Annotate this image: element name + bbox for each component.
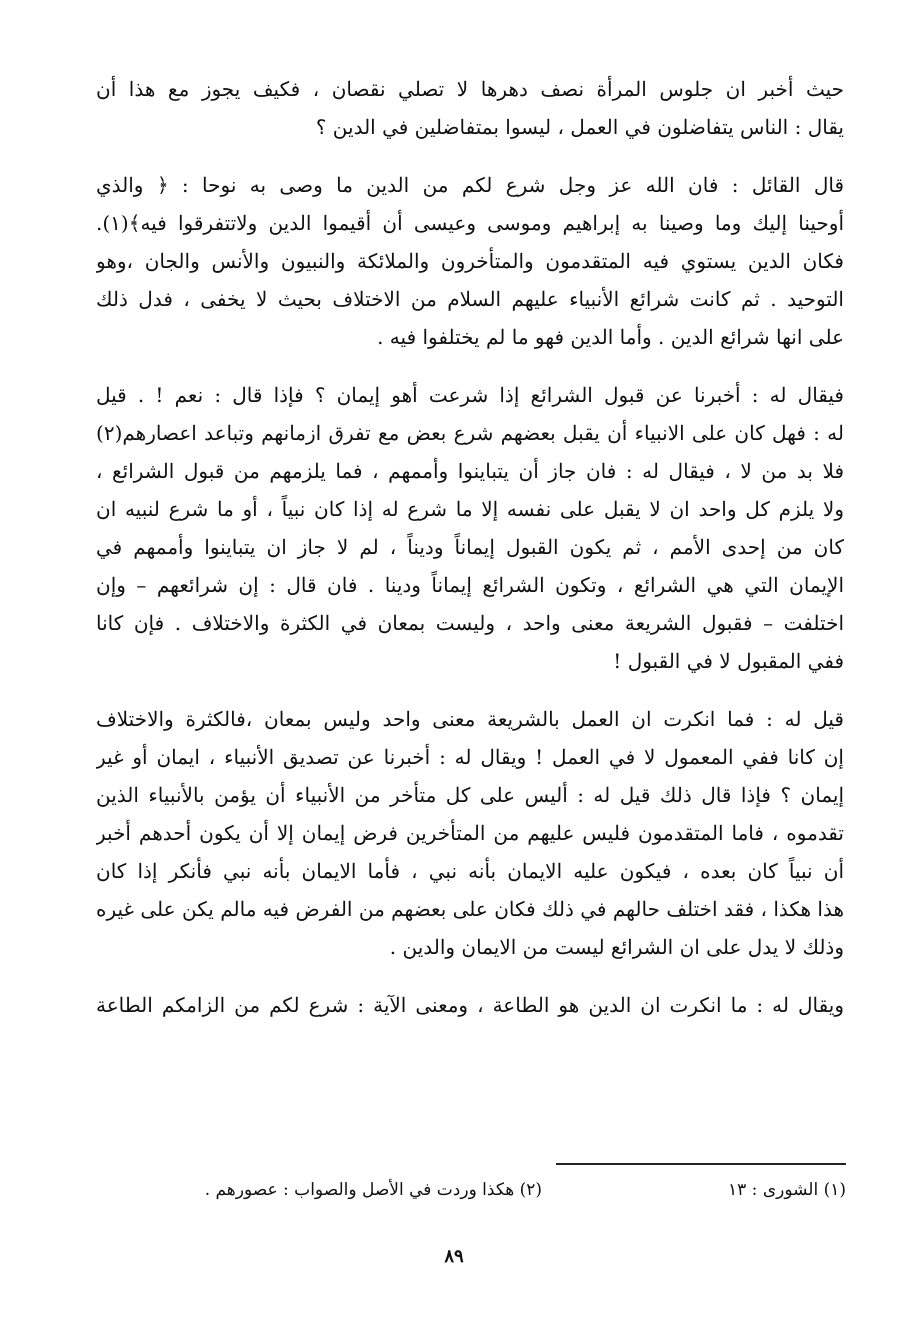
- text-line: اختلفت – فقبول الشريعة معنى واحد ، وليست بمعان في الكثرة والاختلاف . فإن كانا: [96, 611, 844, 635]
- text-line: ويقال له : ما انكرت ان الدين هو الطاعة ، ومعنى الآية : شرع لكم من الزامكم الطاعة: [96, 993, 844, 1017]
- text-line: قيل له : فما انكرت ان العمل بالشريعة معنى واحد وليس بمعان ،فالكثرة والاختلاف: [96, 707, 844, 731]
- footnote-divider: [556, 1163, 846, 1165]
- text-line: له : فهل كان على الانبياء أن يقبل بعضهم شرع بعض مع تفرق ازمانهم وتباعد اعصارهم(٢): [96, 421, 844, 445]
- text-line: تقدموه ، فاما المتقدمون فليس عليهم من المتأخرين فرض إيمان إلا أن يكون أحدهم أخبر: [96, 821, 844, 845]
- text-line: فلا بد من لا ، فيقال له : فان جاز أن يتباينوا وأممهم ، فما يلزمهم من قبول الشرائع ،: [96, 459, 844, 483]
- paragraph-4: [96, 700, 844, 966]
- text-line: إن كانا ففي المعمول لا في العمل ! ويقال له : أخبرنا عن تصديق الأنبياء ، ايمان أو غير: [96, 745, 844, 769]
- text-line: وذلك لا يدل على ان الشرائع ليست من الايمان والدين .: [389, 935, 844, 959]
- text-line: على انها شرائع الدين . وأما الدين فهو ما لم يختلفوا فيه .: [377, 325, 844, 349]
- text-line: ففي المقبول لا في القبول !: [613, 649, 844, 673]
- text-line: فكان الدين يستوي فيه المتقدمون والمتأخرون والملائكة والنبيون والأنس والجان ،وهو: [96, 249, 844, 273]
- text-line: الإيمان التي هي الشرائع ، وتكون الشرائع إيماناً ودينا . فان قال : إن شرائعهم – وإن: [96, 573, 844, 597]
- text-line: التوحيد . ثم كانت شرائع الأنبياء عليهم السلام من الاختلاف بحيث لا يخفى ، فدل ذلك: [96, 287, 844, 311]
- footnote-2: (٢) هكذا وردت في الأصل والصواب : عصورهم .: [204, 1180, 542, 1200]
- page-number: ٨٩: [444, 1246, 464, 1267]
- paragraph-3: [96, 376, 844, 680]
- text-line: فيقال له : أخبرنا عن قبول الشرائع إذا شرعت أهو إيمان ؟ فإذا قال : نعم ! . قيل: [96, 383, 844, 407]
- text-line: ولا يلزم كل واحد ان لا يقبل على نفسه إلا ما شرع له إذا كان نبياً ، أو ما شرع لنبيه ان: [96, 497, 844, 521]
- text-line: يقال : الناس يتفاضلون في العمل ، ليسوا بمتفاضلين في الدين ؟: [315, 115, 844, 139]
- paragraph-2: [96, 166, 844, 356]
- main-text: [96, 70, 844, 1044]
- footnote-1: (١) الشورى : ١٣: [728, 1180, 846, 1200]
- text-line: هذا هكذا ، فقد اختلف حالهم في ذلك فكان على بعضهم من الفرض فيه مالم يكن على غيره: [96, 897, 844, 921]
- text-line: أوحينا إليك وما وصينا به إبراهيم وموسى وعيسى أن أقيموا الدين ولاتتفرقوا فيه﴾(١).: [96, 211, 844, 235]
- paragraph-1: [96, 70, 844, 146]
- text-line: حيث أخبر ان جلوس المرأة نصف دهرها لا تصلي نقصان ، فكيف يجوز مع هذا أن: [96, 77, 844, 101]
- text-line: كان من إحدى الأمم ، ثم يكون القبول إيماناً وديناً ، لم لا جاز ان يتباينوا وأممهم في: [96, 535, 844, 559]
- text-line: إيمان ؟ فإذا قال ذلك قيل له : أليس على كل متأخر من الأنبياء أن يؤمن بالأنبياء الذين: [96, 783, 844, 807]
- text-line: قال القائل : فان الله عز وجل شرع لكم من الدين ما وصى به نوحا : ﴿ والذي: [96, 173, 844, 197]
- text-line: أن نبياً كان بعده ، فيكون عليه الايمان بأنه نبي ، فأما الايمان بأنه نبي فأنكر إذا كان: [96, 859, 844, 883]
- paragraph-5: [96, 986, 844, 1024]
